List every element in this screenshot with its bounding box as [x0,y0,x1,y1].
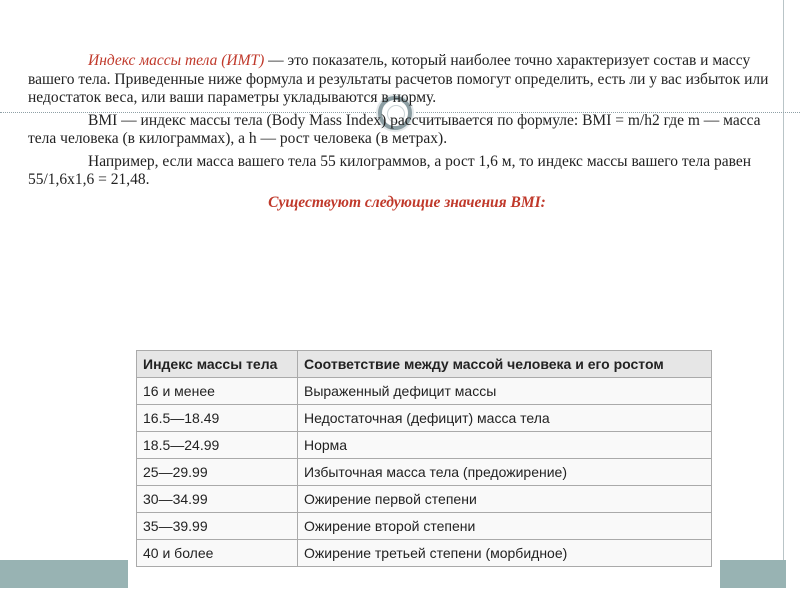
bmi-range-cell: 18.5—24.99 [137,432,298,459]
intro-paragraph [28,52,786,108]
table-row [137,486,712,513]
intro-text: — это показатель, который наиболее точно характеризует состав и массу вашего тела. Приведенные ниже формула и результаты расчетов помогут определить, есть ли у вас избыток или недостаток веса, или ваши параметры укладываются в норму. [28,52,769,106]
example-paragraph: Например, если масса вашего тела 55 килограммов, а рост 1,6 м, то индекс массы вашего тела равен 55/1,6х1,6 = 21,48. [28,152,752,188]
table-row [137,405,712,432]
table-row [137,378,712,405]
bmi-term: Индекс массы тела (ИМТ) [88,52,265,69]
bmi-range-cell: 30—34.99 [137,486,298,513]
header-bmi-index: Индекс массы тела [137,351,298,378]
slide-text [28,52,786,216]
bmi-table-container [128,334,720,588]
bmi-category-cell: Ожирение второй степени [298,513,712,540]
bmi-range-cell: 40 и более [137,540,298,567]
bmi-values-heading: Существуют следующие значения BMI: [268,193,546,211]
table-row [137,513,712,540]
bmi-category-cell: Норма [298,432,712,459]
bmi-table [136,350,712,567]
header-correspondence: Соответствие между массой человека и его ростом [298,351,712,378]
bmi-category-cell: Недостаточная (дефицит) масса тела [298,405,712,432]
formula-paragraph: BMI — индекс массы тела (Body Mass Index) рассчитывается по формуле: BMI = m/h2 где m — масса тела человека (в килограммах), а h — рост человека (в метрах). [28,111,761,147]
bmi-category-cell: Выраженный дефицит массы [298,378,712,405]
bmi-range-cell: 16.5—18.49 [137,405,298,432]
table-row [137,432,712,459]
bmi-range-cell: 35—39.99 [137,513,298,540]
bmi-category-cell: Ожирение первой степени [298,486,712,513]
table-row [137,459,712,486]
table-header-row [137,351,712,378]
bmi-range-cell: 16 и менее [137,378,298,405]
table-row [137,540,712,567]
bmi-category-cell: Избыточная масса тела (предожирение) [298,459,712,486]
bmi-category-cell: Ожирение третьей степени (морбидное) [298,540,712,567]
bmi-range-cell: 25—29.99 [137,459,298,486]
